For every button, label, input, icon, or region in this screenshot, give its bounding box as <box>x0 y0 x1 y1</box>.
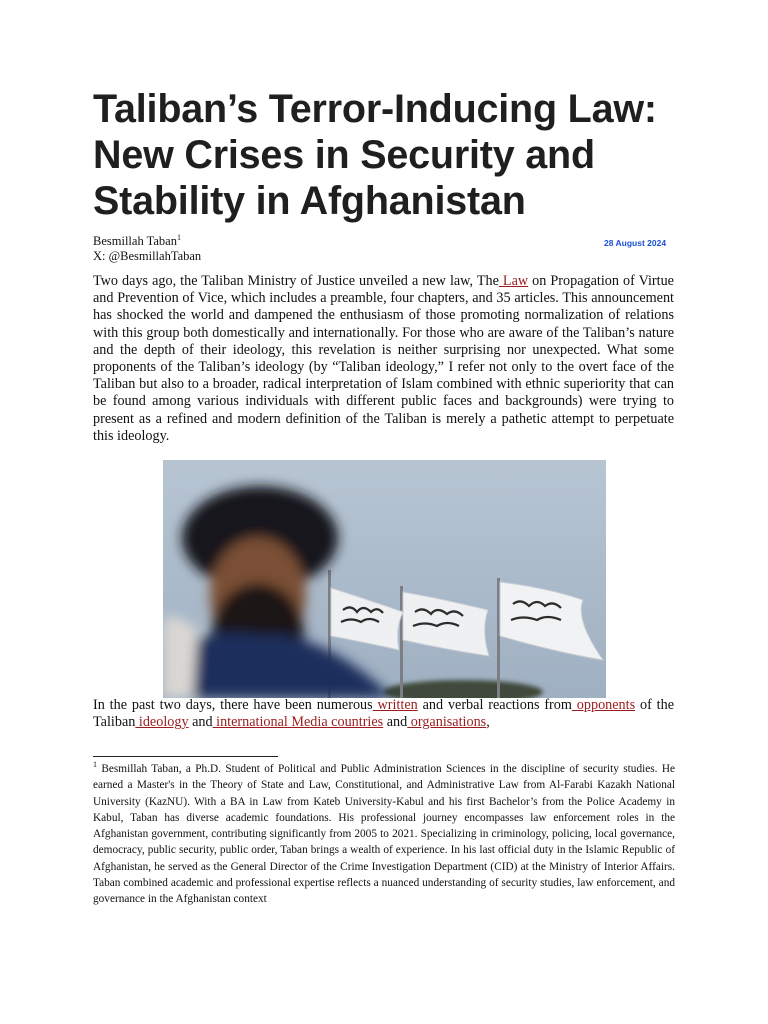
paragraph-text: on Propagation of Virtue and Prevention of Vice, which includes a preamble, four chapters, and 35 articles. This announcement has shocked the world and dampened the enthusiasm of those promoting normalization of relations with this group both domestically and internationally. For those who are aware of the Taliban’s nature and the depth of their ideology, this revelation is neither surprising nor unexpected. What some proponents of the Taliban’s ideology (by “Taliban ideology,” I refer not only to the overt face of the Taliban but also to a broader, radical interpretation of Islam combined with ethnic superiority that can be found among various individuals with different public faces and backgrounds) were trying to present as a refined and modern definition of the Taliban is merely a pathetic attempt to perpetuate this ideology. <box>93 273 674 444</box>
publication-date: 28 August 2024 <box>604 238 667 248</box>
social-handle: X: @BesmillahTaban <box>93 249 202 263</box>
paragraph-text: and <box>188 714 213 731</box>
footnote <box>93 761 675 908</box>
paragraph-text: and <box>383 714 408 731</box>
paragraph-text: , <box>486 714 490 731</box>
footnote-divider <box>93 756 278 757</box>
link-law[interactable]: Law <box>498 273 529 289</box>
paragraph-reactions <box>93 697 674 731</box>
author-footnote-marker: 1 <box>176 232 181 242</box>
photo-taliban-flags <box>163 460 606 698</box>
paragraph-text: of the Taliban <box>93 697 675 731</box>
footnote-text: Besmillah Taban, a Ph.D. Student of Political and Public Administration Sciences in the discipline of security studies. He earned a Master's in the Theory of State and Law, Constitutional, and Administrative Law from Al-Farabi Kazakh National University (KazNU). With a BA in Law from Kateb University-Kabul and his first Bachelor’s from the Police Academy in Kabul, Taban has diverse academic foundations. His professional journey encompasses law enforcement roles in the Afghanistan government, contributing significantly from 2005 to 2021. Specializing in criminology, policing, local governance, democracy, public security, public order, Taban brings a wealth of experience. In his last official duty in the Islamic Republic of Afghanistan, he served as the General Director of the Crime Investigation Department (CID) at the Ministry of Interior Affairs. Taban combined academic and professional expertise reflects a nuanced understanding of security studies, law enforcement, and governance in the Afghanistan context <box>93 763 675 906</box>
byline <box>93 234 201 264</box>
paragraph-intro <box>93 273 674 445</box>
link-written[interactable]: written <box>372 697 418 713</box>
link-organisations[interactable]: organisations <box>407 714 487 731</box>
article-title: Taliban’s Terror-Inducing Law: New Crises in Security and Stability in Afghanistan <box>93 87 657 223</box>
link-international-media[interactable]: international Media countries <box>212 714 384 731</box>
article-photo <box>163 460 606 698</box>
paragraph-text: Two days ago, the Taliban Ministry of Justice unveiled a new law, The <box>93 273 499 289</box>
link-opponents[interactable]: opponents <box>571 697 636 713</box>
author-name: Besmillah Taban <box>93 234 177 248</box>
author-line <box>93 234 201 249</box>
link-ideology[interactable]: ideology <box>135 714 189 731</box>
paragraph-text: and verbal reactions from <box>417 697 572 713</box>
footnote-marker: 1 <box>93 760 97 770</box>
paragraph-text: In the past two days, there have been numerous <box>93 697 373 713</box>
